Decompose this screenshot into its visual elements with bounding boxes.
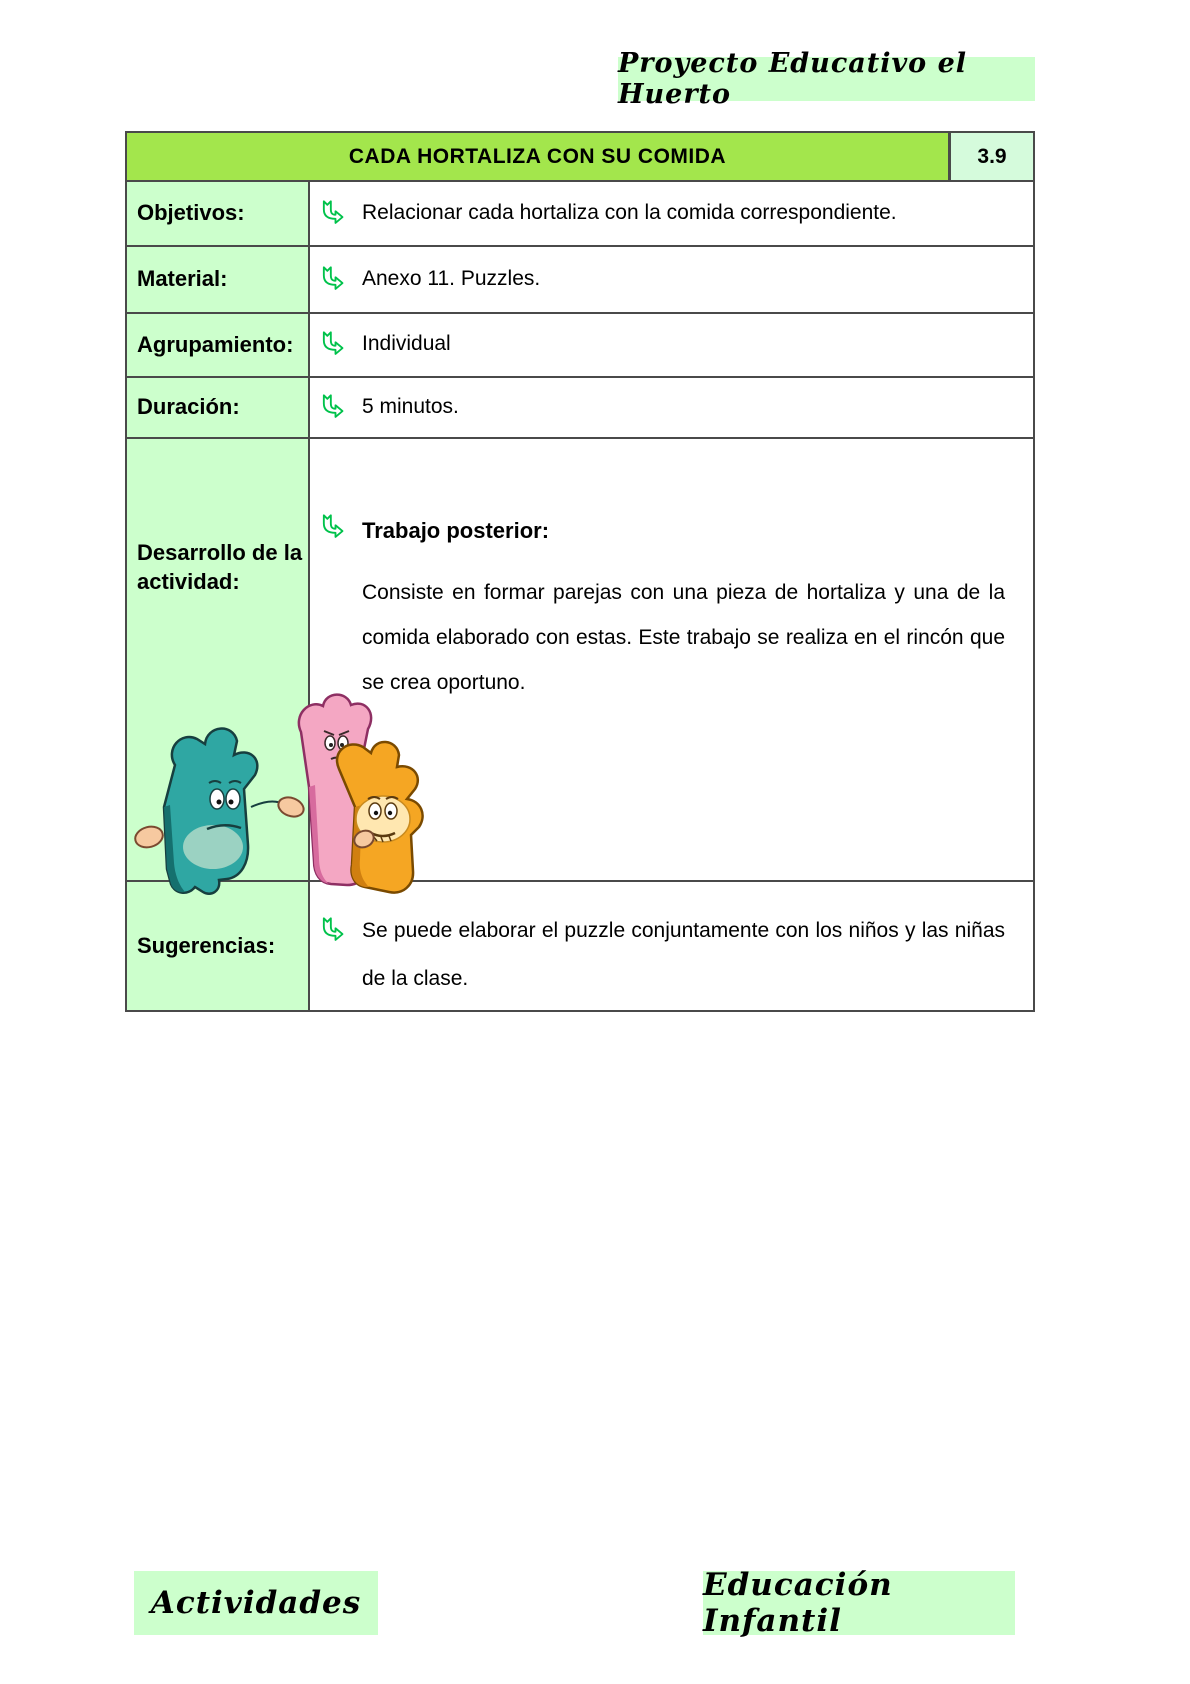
- activity-title-cell: [127, 133, 948, 180]
- project-title-text: Proyecto Educativo el Huerto: [618, 48, 968, 110]
- ribbon-arrow-icon: [318, 199, 346, 227]
- ribbon-arrow-icon: [318, 265, 346, 293]
- footer-left-text: Actividades: [150, 1585, 362, 1621]
- material-content-cell: [310, 247, 1033, 312]
- table-row-objetivos: [127, 180, 1033, 245]
- table-row-desarrollo: [127, 437, 1033, 880]
- desarrollo-content-cell: [310, 439, 1033, 880]
- duracion-label-cell: [127, 378, 310, 437]
- sugerencias-label: Sugerencias:: [137, 932, 276, 958]
- ribbon-arrow-icon: [318, 513, 346, 541]
- duracion-content-cell: [310, 378, 1033, 437]
- ribbon-arrow-icon: [318, 330, 346, 358]
- sugerencias-text: Se puede elaborar el puzzle conjuntamente con los niños y las niñas de la clase.: [362, 919, 1005, 990]
- agrupamiento-bullet-line: [318, 332, 451, 358]
- activity-code: 3.9: [977, 144, 1007, 168]
- agrupamiento-text: Individual: [362, 332, 451, 355]
- desarrollo-label-cell: [127, 439, 310, 880]
- agrupamiento-label: Agrupamiento:: [137, 331, 294, 357]
- duracion-text: 5 minutos.: [362, 394, 459, 418]
- material-label-cell: [127, 247, 310, 312]
- objetivos-label: Objetivos:: [137, 200, 245, 226]
- sugerencias-content-cell: [310, 882, 1033, 1010]
- material-text: Anexo 11. Puzzles.: [362, 266, 541, 290]
- footer-badge-educacion-infantil: [703, 1567, 1015, 1639]
- material-bullet-line: [318, 267, 540, 293]
- desarrollo-label: Desarrollo de la actividad:: [137, 540, 303, 594]
- objetivos-label-cell: [127, 182, 310, 245]
- objetivos-bullet-line: [318, 201, 897, 227]
- agrupamiento-label-cell: [127, 314, 310, 376]
- desarrollo-bullet-line: [318, 515, 1005, 544]
- activity-code-cell: [948, 133, 1033, 180]
- table-row-agrupamiento: [127, 312, 1033, 376]
- objetivos-content-cell: [310, 182, 1033, 245]
- sugerencias-bullet-line: [318, 906, 1005, 1003]
- table-row-sugerencias: [127, 880, 1033, 1010]
- footer-right-text: Educación Infantil: [703, 1567, 893, 1639]
- table-header-row: [127, 133, 1033, 180]
- desarrollo-paragraph: Consiste en formar parejas con una pieza de hortaliza y una de la comida elaborado con estas. Este trabajo se realiza en el rincón que se crea oportuno.: [362, 581, 1005, 694]
- desarrollo-subheading: Trabajo posterior:: [362, 518, 550, 543]
- material-label: Material:: [137, 266, 228, 292]
- ribbon-arrow-icon: [318, 916, 346, 944]
- objetivos-text: Relacionar cada hortaliza con la comida correspondiente.: [362, 200, 897, 224]
- table-row-material: [127, 245, 1033, 312]
- duracion-bullet-line: [318, 395, 459, 421]
- activity-title: CADA HORTALIZA CON SU COMIDA: [348, 144, 727, 168]
- sugerencias-label-cell: [127, 882, 310, 1010]
- activity-table: [125, 131, 1035, 1012]
- duracion-label: Duración:: [137, 394, 240, 420]
- footer-badge-actividades: [134, 1571, 378, 1635]
- project-title-badge: [618, 48, 1035, 110]
- table-row-duracion: [127, 376, 1033, 437]
- ribbon-arrow-icon: [318, 393, 346, 421]
- agrupamiento-content-cell: [310, 314, 1033, 376]
